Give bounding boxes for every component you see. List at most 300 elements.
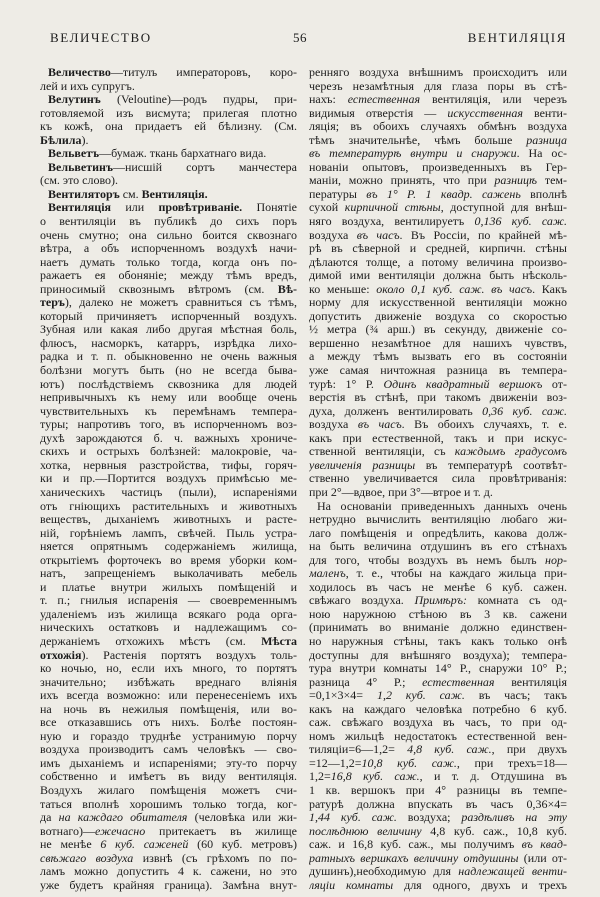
text-run: няго воздуха, вентилируетъ: [309, 215, 475, 229]
bold-headword: Велутинъ: [48, 93, 101, 107]
text-run: вполнѣ: [520, 187, 567, 201]
text-line: [40, 188, 297, 202]
text-run: уже будетъ крайняя граница). Замѣна внут-: [40, 878, 297, 892]
text-line: [309, 581, 567, 595]
text-run: доступны для внѣшняго воздуха); темпера-: [309, 648, 567, 662]
text-run: очень смутно; она сильно боится сквознаго: [40, 228, 297, 242]
text-run: няется опрятнымъ содержаніемъ жилища,: [40, 540, 297, 554]
italic-emphasis: увеличенія разницы: [309, 458, 416, 472]
text-line: [40, 649, 297, 663]
text-run: верстія въ стѣнѣ, при такомъ движеніи воз-: [309, 391, 567, 405]
text-run: вентиляція, или черезъ: [420, 93, 567, 107]
text-run: таться вполнѣ хорошимъ только тогда, ког-: [40, 797, 297, 811]
text-line: [309, 364, 567, 378]
text-line: [309, 486, 567, 500]
italic-emphasis: кирпичной стѣны: [344, 201, 441, 215]
text-run: духа, долженъ вентилировать: [309, 404, 483, 418]
text-run: флюсъ, насморкъ, катарръ, изрѣдка лихо-: [40, 336, 297, 350]
text-run: душинъ),необходимую для: [309, 865, 459, 879]
text-line: [309, 445, 567, 459]
text-run: тура внутри комнаты 14° Р., снаружи 10° Р.;: [309, 662, 567, 676]
text-line: [309, 798, 567, 812]
text-line: [309, 811, 567, 825]
italic-emphasis: въ 1° Р. 1 квадр. сажень: [366, 187, 521, 201]
text-run: ній, горѣніемъ лампъ, свѣчей. Пыль устра-: [40, 526, 297, 540]
text-line: [40, 716, 297, 730]
text-run: тем-: [537, 174, 567, 188]
text-run: маніи, можно принять, что при: [309, 174, 495, 188]
italic-emphasis: естественная: [422, 675, 495, 689]
text-line: [309, 201, 567, 215]
text-line: [40, 784, 297, 798]
text-run: нахъ:: [309, 93, 348, 107]
text-line: [40, 852, 297, 866]
text-line: [309, 296, 567, 310]
italic-emphasis: въ часъ: [357, 418, 402, 432]
text-line: [40, 757, 297, 771]
italic-emphasis: искусственная: [447, 106, 523, 120]
text-run: который причиняетъ испорченный воздухъ.: [40, 309, 297, 323]
text-run: димой ими вентиляціи должна быть нѣсколь-: [309, 269, 567, 283]
text-run: Воздухъ жилаго помѣщенія можетъ счи-: [40, 783, 297, 797]
text-line: [40, 147, 297, 161]
paragraph: [309, 66, 567, 500]
text-run: нетрудно вычислить вентиляцію любаго жи-: [309, 513, 567, 527]
text-run: на быть величина отдушинъ въ его стѣнахъ: [309, 540, 567, 554]
text-line: [309, 540, 567, 554]
text-run: вентиляція: [494, 675, 567, 689]
text-run: сухой: [309, 201, 345, 215]
text-run: ляція; въ обоихъ случаяхъ обмѣнъ воздуха: [309, 120, 567, 134]
text-run: —титулъ императоровъ, коро-: [110, 66, 297, 79]
text-line: [40, 174, 297, 188]
text-run: 1 кв. вершокъ при 4° разницы въ темпе-: [309, 783, 567, 797]
italic-emphasis: надлежащей венти-: [458, 865, 567, 879]
page-number: 56: [293, 30, 307, 45]
text-line: [40, 242, 297, 256]
text-run: при 2°—вдвое, при 3°—втрое и т. д.: [309, 485, 493, 499]
italic-emphasis: Примѣръ:: [414, 594, 467, 608]
text-line: [309, 838, 567, 852]
paragraph: [40, 66, 297, 93]
text-run: черезъ незамѣтныя для глаза поры въ стѣ-: [309, 79, 567, 93]
italic-emphasis: въ квад-: [521, 838, 567, 852]
text-line: [40, 323, 297, 337]
text-run: от-: [542, 377, 567, 391]
bold-headword: Вентиляція: [48, 201, 112, 215]
text-run: ютъ) послѣдствіемъ сквозника для людей: [40, 377, 297, 391]
text-line: [309, 174, 567, 188]
text-line: [40, 689, 297, 703]
text-line: [309, 256, 567, 270]
text-run: воздуха;: [396, 811, 462, 825]
text-run: открытіемъ форточекъ во время уборки ком-: [40, 553, 297, 567]
text-run: ственно увеличивается сила провѣтриванія:: [309, 472, 567, 486]
text-line: [40, 283, 297, 297]
italic-emphasis: 16,8 куб. саж.: [330, 770, 420, 784]
text-run: ½ метра (¾ арш.) въ секунду, движеніе со-: [309, 323, 567, 337]
text-run: 1,2=: [309, 770, 331, 784]
text-run: ламъ можно допустить 4 к. сажени, но это: [40, 865, 297, 879]
bold-headword: теръ: [40, 296, 65, 310]
text-line: [40, 215, 297, 229]
italic-emphasis: нор-: [545, 553, 567, 567]
text-line: [309, 879, 567, 893]
text-line: [309, 323, 567, 337]
text-run: , при двухъ: [491, 743, 567, 757]
text-run: но наружныя стѣны, такъ какъ только онѣ: [309, 634, 567, 648]
text-line: [309, 269, 567, 283]
text-run: На основаніи приведенныхъ данныхъ очень: [317, 499, 567, 513]
text-run: (принимать во вниманіе должно единствен-: [309, 621, 567, 635]
text-run: норму для искусственной вентиляціи можно: [309, 296, 567, 310]
text-line: [309, 567, 567, 581]
text-line: [309, 80, 567, 94]
text-run: лей и ихъ супругъ.: [40, 79, 135, 93]
text-line: [309, 66, 567, 80]
text-run: собственно и имѣетъ въ виду вентиляція.: [40, 770, 297, 784]
text-line: [309, 757, 567, 771]
text-run: , т. е., чтобы на каждаго жильца при-: [345, 567, 567, 581]
running-head-right: ВЕНТИЛЯЦІЯ: [467, 30, 567, 45]
text-line: [40, 120, 297, 134]
text-run: видимыя отверстія —: [309, 106, 448, 120]
text-run: турѣ: 1° Р.: [309, 377, 384, 391]
italic-emphasis: 1,2 куб. саж.: [376, 689, 465, 703]
italic-emphasis: около 0,1 куб. саж. въ часъ: [376, 282, 533, 296]
text-run: натъ, запрещеніемъ выколачивать мебель: [40, 567, 297, 581]
bold-headword: Бѣлила: [40, 133, 82, 147]
text-run: скихъ и острыхъ болѣзней: малокровіе, ча-: [40, 445, 297, 459]
text-run: для того, чтобы воздухъ въ немъ былъ: [309, 553, 546, 567]
text-line: [40, 269, 297, 283]
text-run: —бумаж. ткань бархатнаго вида.: [99, 147, 267, 161]
bold-headword: Мѣста: [261, 634, 297, 648]
text-line: [40, 459, 297, 473]
text-line: [309, 337, 567, 351]
text-line: [40, 676, 297, 690]
text-run: отъ гніющихъ растительныхъ и животныхъ: [40, 499, 297, 513]
text-run: въ часъ; такъ: [464, 689, 567, 703]
text-run: см.: [119, 187, 142, 201]
running-head-left: ВЕЛИЧЕСТВО: [50, 30, 152, 45]
text-line: [40, 621, 297, 635]
text-run: приносимый сквознымъ вѣтромъ (см.: [40, 282, 278, 296]
text-line: [309, 743, 567, 757]
text-line: [40, 581, 297, 595]
text-line: [40, 770, 297, 784]
text-run: чувствительныхъ къ перемѣнамъ темпера-: [40, 404, 297, 418]
text-line: [309, 770, 567, 784]
text-line: [309, 378, 567, 392]
text-line: [40, 743, 297, 757]
text-run: радка и т. п. обыкновенно не очень важныя: [40, 350, 297, 364]
paragraph: [40, 93, 297, 147]
right-text-column: [309, 66, 567, 892]
text-line: [40, 554, 297, 568]
italic-emphasis: естественная: [347, 93, 421, 107]
italic-emphasis: на каждаго обитателя: [58, 811, 188, 825]
text-line: [40, 337, 297, 351]
text-run: . Въ Россіи, по крайней мѣ-: [399, 228, 567, 242]
text-run: вѣтра, а объ испорченномъ воздухѣ начи-: [40, 242, 297, 256]
text-line: [309, 608, 567, 622]
text-line: [40, 445, 297, 459]
text-run: къ кожѣ, она придаетъ ей бѣлизну. (См.: [40, 120, 297, 134]
bold-headword: Вельветинъ: [48, 160, 113, 174]
bold-headword: Вельветъ: [48, 147, 100, 161]
text-run: значительно; избѣжать вреднаго вліянія: [40, 675, 297, 689]
text-run: ).: [81, 133, 89, 147]
text-run: уже самая ничтожная разница въ темпера-: [309, 364, 567, 378]
text-line: [40, 229, 297, 243]
text-line: [309, 391, 567, 405]
text-run: или: [111, 201, 159, 215]
text-run: дѣлаются толще, а потому величина произво-: [309, 255, 567, 269]
text-line: [40, 201, 297, 215]
text-run: наетъ думать только тогда, когда онъ по-: [40, 255, 297, 269]
italic-emphasis: послѣднюю величину: [309, 824, 422, 838]
text-run: да: [40, 811, 59, 825]
text-run: хотка, нервныя разстройства, тифы, горяч-: [40, 458, 297, 472]
text-line: [309, 418, 567, 432]
text-run: . На ос-: [516, 147, 567, 161]
text-run: (60 куб. метровъ): [188, 838, 297, 852]
text-line: [309, 93, 567, 107]
text-run: удаленіемъ изъ жилища всякаго рода орга-: [40, 607, 297, 621]
text-run: . Въ обоихъ случаяхъ, т. е.: [401, 418, 567, 432]
italic-emphasis: разница: [526, 133, 567, 147]
text-run: ственной вентиляціи, съ: [309, 445, 455, 459]
text-line: [309, 472, 567, 486]
bold-headword: отхожія: [40, 648, 82, 662]
text-run: =0,1×3×4=: [309, 689, 377, 703]
text-line: [40, 364, 297, 378]
text-line: [309, 188, 567, 202]
text-run: ). Растенія портятъ воздухъ толь-: [81, 648, 297, 662]
text-line: [309, 120, 567, 134]
text-line: [309, 350, 567, 364]
italic-emphasis: 1,44 куб. саж.: [309, 811, 397, 825]
bold-headword: Вентиляція.: [141, 187, 208, 201]
text-line: [40, 134, 297, 148]
bold-headword: Величество: [48, 66, 111, 79]
italic-emphasis: 0,36 куб. саж.: [482, 404, 567, 418]
text-line: [309, 513, 567, 527]
text-line: [309, 676, 567, 690]
text-run: , и т. д. Отдушина въ: [419, 770, 567, 784]
text-line: [309, 554, 567, 568]
paragraph: [40, 161, 297, 188]
text-run: Зубная или какая либо другая мѣстная боль,: [40, 323, 297, 337]
text-run: —нисшій сортъ манчестера: [112, 160, 297, 174]
text-line: [40, 811, 297, 825]
italic-emphasis: въ часъ: [356, 228, 400, 242]
text-line: [40, 879, 297, 893]
text-line: [40, 66, 297, 80]
text-run: (человѣка или жи-: [187, 811, 297, 825]
text-run: 4,8 куб. саж., 10,8 куб.: [421, 824, 567, 838]
text-line: [40, 296, 297, 310]
text-run: готовляемой изъ висмута; прилегая плотно: [40, 106, 297, 120]
text-line: [309, 432, 567, 446]
text-line: [309, 283, 567, 297]
text-run: ханическихъ частицъ (пыли), испареніями: [40, 485, 297, 499]
italic-emphasis: ратныхъ вершкахъ величину отдушины: [309, 851, 519, 865]
text-run: въ температурѣ соотвѣт-: [415, 458, 567, 472]
paragraph: [40, 188, 297, 202]
text-line: [309, 649, 567, 663]
text-line: [40, 350, 297, 364]
italic-emphasis: маленъ: [309, 567, 346, 581]
text-run: номъ жильцѣ недостатокъ естественной вен-: [309, 729, 567, 743]
text-run: ), далеко не можетъ сравниться съ тѣмъ,: [64, 296, 297, 310]
text-line: [309, 405, 567, 419]
text-run: ки и пр.—Портится воздухъ примѣсью ме-: [40, 472, 297, 486]
text-line: [309, 594, 567, 608]
text-line: [40, 703, 297, 717]
left-text-column: [40, 66, 297, 892]
text-run: ко ночью, но, если ихъ много, то портятъ: [40, 662, 297, 676]
text-run: для одного, двухъ и трехъ: [393, 878, 567, 892]
italic-emphasis: въ температурѣ внутри и снаружи: [309, 147, 517, 161]
text-line: [40, 256, 297, 270]
text-run: саж. свѣжаго воздуха въ часъ, то при од-: [309, 716, 567, 730]
text-line: [40, 594, 297, 608]
text-line: [40, 391, 297, 405]
text-run: веществъ, дыханіемъ животныхъ и расте-: [40, 513, 297, 527]
italic-emphasis: разницѣ: [494, 174, 538, 188]
text-line: [40, 527, 297, 541]
text-run: т. п.; гнилыя испаренія — своевременнымъ: [40, 594, 297, 608]
bold-headword: провѣтриваніе.: [158, 201, 243, 215]
text-run: ратурѣ должна впускать въ часъ 0,36×4=: [309, 797, 567, 811]
text-run: какъ на каждаго человѣка потребно 6 куб.: [309, 702, 567, 716]
text-line: [40, 540, 297, 554]
text-run: комната съ од-: [467, 594, 567, 608]
text-line: [309, 825, 567, 839]
italic-emphasis: 0,136 куб. саж.: [474, 215, 567, 229]
text-line: [309, 500, 567, 514]
text-line: [40, 608, 297, 622]
text-line: [309, 147, 567, 161]
text-run: нованіи опытовъ, произведенныхъ въ Гер-: [309, 160, 567, 174]
text-line: [40, 513, 297, 527]
text-line: [309, 229, 567, 243]
text-run: (см. это слово).: [40, 174, 119, 188]
text-line: [40, 825, 297, 839]
text-line: [40, 486, 297, 500]
text-line: [40, 662, 297, 676]
italic-emphasis: каждымъ градусомъ: [454, 445, 567, 459]
text-line: [40, 310, 297, 324]
text-run: , доступной для внѣш-: [440, 201, 567, 215]
text-run: рѣ въ сѣверной и средней, кирпичн. стѣны: [309, 242, 567, 256]
text-run: ною наружною стѣною въ 3 кв. сажени: [309, 607, 567, 621]
text-line: [40, 730, 297, 744]
text-run: допустить движеніе воздуха со скоростью: [309, 309, 567, 323]
text-run: извнѣ (съ грѣхомъ по по-: [133, 851, 297, 865]
text-line: [309, 852, 567, 866]
text-run: ную и гораздо труднѣе устранимую порчу: [40, 729, 297, 743]
italic-emphasis: 6 куб. саженей: [100, 838, 189, 852]
paragraph: [309, 500, 567, 893]
text-run: =12—1,2=: [309, 756, 362, 770]
italic-emphasis: ляціи комнаты: [309, 878, 394, 892]
text-run: тѣмъ значительнѣе, чѣмъ больше: [309, 133, 527, 147]
text-run: саж. и 16,8 куб. саж., мы получимъ: [309, 838, 522, 852]
text-line: [309, 784, 567, 798]
text-line: [40, 418, 297, 432]
italic-emphasis: раздѣливъ на эту: [461, 811, 567, 825]
italic-emphasis: 4,8 куб. саж.: [407, 743, 492, 757]
text-line: [309, 242, 567, 256]
text-run: воздуха производитъ самъ человѣкъ — сво-: [40, 743, 297, 757]
text-line: [309, 107, 567, 121]
text-line: [309, 459, 567, 473]
text-run: , при трехъ=18—: [456, 756, 567, 770]
text-line: [40, 838, 297, 852]
text-run: держаніемъ отхожихъ мѣстъ (см.: [40, 634, 262, 648]
text-run: ко меньше:: [309, 282, 377, 296]
text-line: [309, 635, 567, 649]
text-line: [309, 662, 567, 676]
text-run: тиляціи=6—1,2=: [309, 743, 408, 757]
text-run: воздуха: [309, 418, 358, 432]
text-line: [309, 527, 567, 541]
text-line: [40, 500, 297, 514]
text-run: ренняго воздуха внѣшнимъ происходитъ или: [309, 66, 567, 79]
text-run: (или от-: [518, 851, 567, 865]
text-run: о вентиляціи въ публикѣ до сихъ поръ: [40, 215, 297, 229]
text-line: [40, 472, 297, 486]
text-run: разница 4° Р.;: [309, 675, 423, 689]
text-line: [40, 161, 297, 175]
text-line: [309, 621, 567, 635]
text-line: [309, 689, 567, 703]
text-run: все отказавшись отъ нихъ. Болѣе постоян-: [40, 716, 297, 730]
text-line: [309, 310, 567, 324]
text-run: воздуха: [309, 228, 357, 242]
text-line: [40, 378, 297, 392]
text-run: вотнаго)—: [40, 824, 96, 838]
italic-emphasis: свѣжаго воздуха: [40, 851, 134, 865]
text-run: ходилось въ часъ не менѣе 6 куб. сажен.: [309, 580, 567, 594]
italic-emphasis: ежечасно: [95, 824, 146, 838]
text-line: [40, 80, 297, 94]
text-line: [309, 215, 567, 229]
text-run: венти-: [522, 106, 567, 120]
text-run: на ночь въ нежилыя помѣщенія, или во-: [40, 702, 297, 716]
text-run: . Какъ: [532, 282, 567, 296]
text-run: и платье внутри жилыхъ помѣщеній и: [40, 580, 297, 594]
text-run: притекаетъ въ жилище: [145, 824, 297, 838]
text-line: [40, 865, 297, 879]
text-line: [309, 730, 567, 744]
text-run: болѣзни могутъ быть (но не всегда быва-: [40, 364, 297, 378]
text-run: не менѣе: [40, 838, 101, 852]
text-run: а между тѣмъ вызвать его въ состояніи: [309, 350, 567, 364]
text-run: свѣжаго воздуха.: [309, 594, 415, 608]
text-line: [40, 107, 297, 121]
text-run: ражаетъ ея обоняніе; между тѣмъ вредъ,: [40, 269, 297, 283]
text-line: [309, 134, 567, 148]
text-run: непривычныхъ къ нему или вообще очень: [40, 391, 297, 405]
text-run: ническихъ остатковъ и надлежащимъ со-: [40, 621, 297, 635]
text-line: [40, 635, 297, 649]
text-run: лаго помѣщенія и опредѣлить, какова долж-: [309, 526, 567, 540]
text-line: [40, 798, 297, 812]
